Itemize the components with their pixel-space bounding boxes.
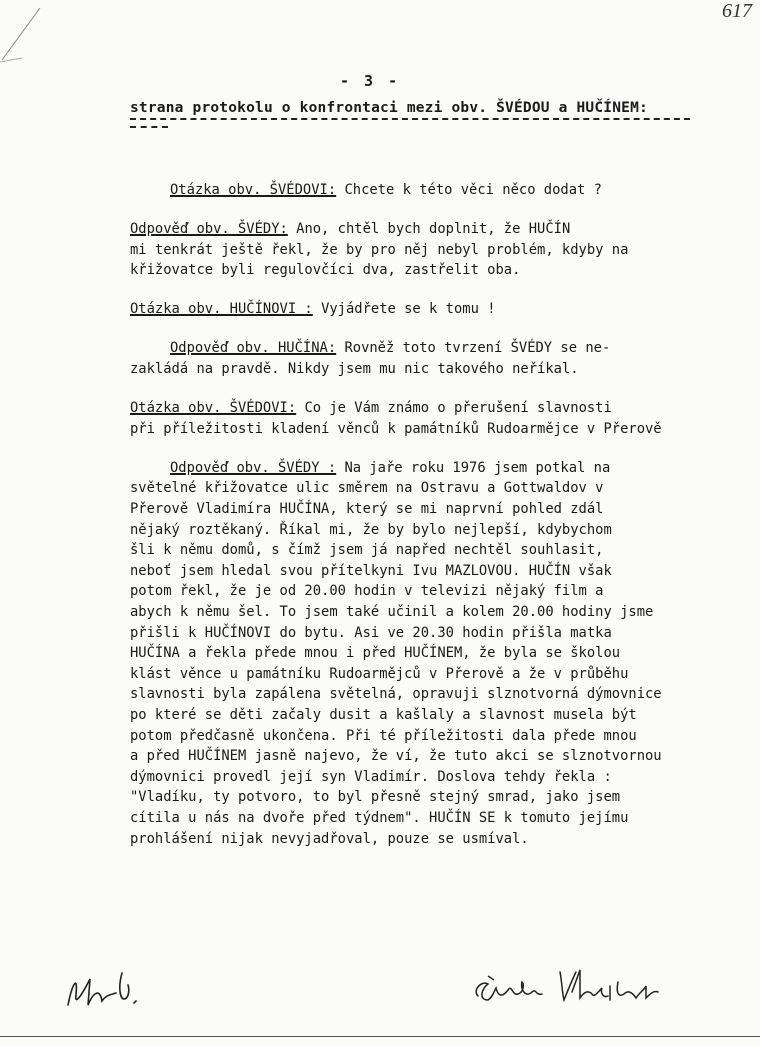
line-text: potom řekl, že je od 20.00 hodin v televizi nějaký film a [130, 583, 604, 600]
paragraph-line [130, 787, 730, 808]
paragraph-line [130, 240, 730, 261]
paragraph-line [130, 581, 730, 602]
line-text: klást věnce u památníku Rudoarmějců v Přerově a že v průběhu [130, 665, 629, 682]
page-number: - 3 - [340, 72, 401, 90]
line-text: světelné křižovatce ulic směrem na Ostravu a Gottwaldov v [130, 480, 604, 497]
paragraph-first-line [130, 180, 730, 201]
header-underline-short [130, 126, 168, 128]
line-text: šli k němu domů, s čímž jsem já napřed nechtěl souhlasit, [130, 542, 604, 559]
line-text: a před HUČÍNEM jasně najevo, že ví, že tuto akci se slznotvornou [130, 748, 662, 765]
paragraph-first-line [130, 458, 730, 479]
page-bottom-edge [0, 1036, 760, 1037]
paragraph-first-line [130, 338, 730, 359]
paragraph-line [130, 808, 730, 829]
paragraph-line [130, 705, 730, 726]
paragraph-line [130, 829, 730, 850]
line-text: mi tenkrát ještě řekl, že by pro něj nebyl problém, kdyby na [130, 241, 629, 258]
paragraph-line [130, 746, 730, 767]
line-text: křižovatce byli regulovčíci dva, zastřelit oba. [130, 262, 521, 279]
paragraph-line [130, 478, 730, 499]
qa-paragraph [130, 219, 730, 281]
qa-paragraph [130, 458, 730, 849]
signature-left [60, 965, 150, 1020]
line-text: HUČÍNA a řekla přede mnou i před HUČÍNEM, že byla se školou [130, 645, 621, 662]
qa-paragraph [130, 398, 730, 439]
archive-page-number: 617 [722, 0, 752, 22]
paragraph-line [130, 260, 730, 281]
paragraph-line [130, 359, 730, 380]
line-text: přišli k HUČÍNOVI do bytu. Asi ve 20.30 hodin přišla matka [130, 624, 612, 641]
line-text: při příležitosti kladení věnců k památníků Rudoarmějce v Přerově [130, 420, 662, 437]
paragraph-first-line [130, 299, 730, 320]
paragraph-line [130, 540, 730, 561]
qa-paragraph [130, 180, 730, 201]
line-text: neboť jsem hledal svou přítelkyni Ivu MAZLOVOU. HUČÍN však [130, 562, 612, 579]
line-text: "Vladíku, ty potvoro, to byl přesně stejný smrad, jako jsem [130, 789, 621, 806]
paragraph-line [130, 684, 730, 705]
line-text: Chcete k této věci něco dodat ? [344, 182, 602, 198]
qa-paragraph [130, 299, 730, 320]
paragraph-line [130, 499, 730, 520]
line-text: abych k němu šel. To jsem také učinil a kolem 20.00 hodiny jsme [130, 604, 654, 620]
line-text: po které se děti začaly dusit a kašlaly a slavnost musela být [130, 706, 637, 723]
speaker-label: Odpověď obv. ŠVÉDY : [170, 459, 337, 476]
speaker-label: Otázka obv. ŠVÉDOVI: [170, 182, 337, 198]
paragraph-line [130, 520, 730, 541]
paragraph-line [130, 623, 730, 644]
line-text: Co je Vám známo o přerušení slavnosti [304, 400, 612, 417]
line-text: zakládá na pravdě. Nikdy jsem mu nic takového neříkal. [130, 361, 579, 378]
speaker-label: Odpověď obv. HUČÍNA: [170, 340, 337, 357]
signature-right [468, 962, 668, 1017]
protocol-header: strana protokolu o konfrontaci mezi obv. ŠVÉDOU a HUČÍNEM: [130, 100, 648, 116]
speaker-label: Otázka obv. ŠVÉDOVI: [130, 400, 297, 417]
line-text: Rovněž toto tvrzení ŠVÉDY se ne- [344, 340, 611, 357]
paragraph-line [130, 726, 730, 747]
paragraph-line [130, 643, 730, 664]
paragraph-line [130, 561, 730, 582]
paragraph-first-line [130, 219, 730, 240]
header-underline [130, 118, 690, 120]
paragraph-line [130, 602, 730, 623]
line-text: Vyjádřete se k tomu ! [321, 301, 496, 318]
line-text: Přerově Vladimíra HUČÍNA, který se mi naprvní pohled zdál [130, 501, 604, 518]
paragraph-line [130, 767, 730, 788]
line-text: Ano, chtěl bych doplnit, že HUČÍN [296, 221, 571, 238]
line-text: prohlášení nijak nevyjadřoval, pouze se usmíval. [130, 830, 529, 847]
line-text: dýmovnici provedl její syn Vladimír. Doslova tehdy řekla : [130, 768, 612, 785]
line-text: potom předčasně ukončena. Při té příležitosti dala přede mnou [130, 727, 637, 744]
protocol-body [130, 180, 730, 868]
line-text: cítila u nás na dvoře před týdnem". HUČÍN SE k tomuto jejímu [130, 809, 629, 826]
speaker-label: Otázka obv. HUČÍNOVI : [130, 301, 313, 318]
speaker-label: Odpověď obv. ŠVÉDY: [130, 221, 288, 238]
line-text: Na jaře roku 1976 jsem potkal na [344, 459, 611, 476]
qa-paragraph [130, 338, 730, 379]
paragraph-line [130, 419, 730, 440]
line-text: nějaký roztěkaný. Říkal mi, že by bylo nejlepší, kdybychom [130, 521, 612, 538]
line-text: slavnosti byla zapálena světelná, opravuji slznotvorná dýmovnice [130, 686, 662, 703]
paragraph-first-line [130, 398, 730, 419]
paragraph-line [130, 664, 730, 685]
